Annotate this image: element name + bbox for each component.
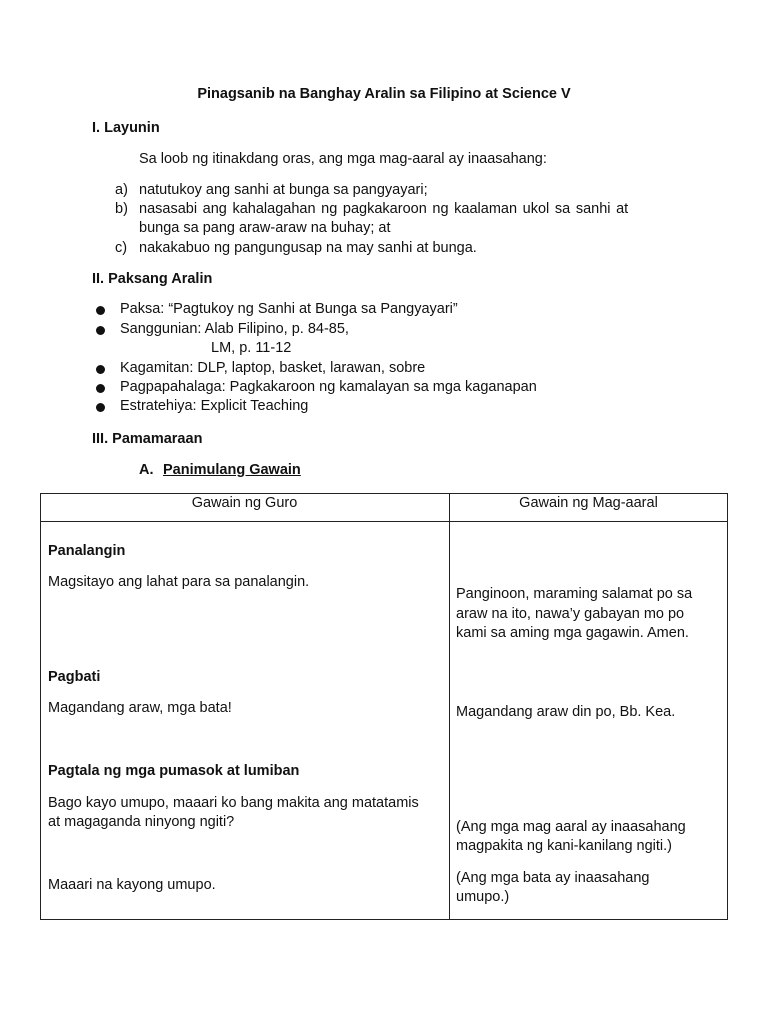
- ngiti-response-line-1: (Ang mga mag aaral ay inaasahang: [456, 819, 686, 835]
- sanggunian-continuation: LM, p. 11-12: [211, 340, 292, 356]
- layunin-intro: Sa loob ng itinakdang oras, ang mga mag-aaral ay inaasahang:: [139, 151, 547, 167]
- layunin-item-c-text: nakakabuo ng pangungusap na may sanhi at bunga.: [139, 240, 477, 256]
- bullet-sanggunian: Sanggunian: Alab Filipino, p. 84-85,: [120, 321, 349, 337]
- column-header-guro: Gawain ng Guro: [191, 495, 298, 511]
- layunin-item-c-letter: c): [115, 240, 128, 256]
- mag-aaral-cell: [450, 522, 728, 920]
- document-title: Pinagsanib na Banghay Aralin sa Filipino at Science V: [197, 86, 571, 102]
- panalangin-heading: Panalangin: [48, 543, 126, 559]
- ngiti-response-line-2: magpakita ng kani-kanilang ngiti.): [456, 838, 673, 854]
- layunin-item-b-letter: b): [115, 201, 128, 217]
- column-header-mag-aaral: Gawain ng Mag-aaral: [519, 495, 658, 511]
- pagbati-heading: Pagbati: [48, 669, 101, 685]
- pagtala-heading: Pagtala ng mga pumasok at lumiban: [48, 763, 300, 779]
- layunin-heading: I. Layunin: [92, 120, 160, 136]
- panalangin-response-line-3: kami sa aming mga gagawin. Amen.: [456, 625, 689, 641]
- layunin-item-b-text: nasasabi ang kahalagahan ng pagkakaroon ng kaalaman ukol sa sanhi at: [139, 201, 629, 217]
- umupo-instruction: Maaari na kayong umupo.: [48, 877, 216, 893]
- bullet-kagamitan: Kagamitan: DLP, laptop, basket, larawan, sobre: [120, 360, 426, 376]
- paksang-aralin-heading: II. Paksang Aralin: [92, 271, 213, 287]
- bullet-estratehiya: Estratehiya: Explicit Teaching: [120, 398, 309, 414]
- pagbati-greeting: Magandang araw, mga bata!: [48, 700, 232, 716]
- bullet-icon: [96, 384, 105, 393]
- panalangin-instruction: Magsitayo ang lahat para sa panalangin.: [48, 574, 310, 590]
- layunin-item-a-letter: a): [115, 182, 128, 198]
- pagtala-question-line-1: Bago kayo umupo, maaari ko bang makita ang matatamis: [48, 795, 419, 811]
- bullet-icon: [96, 306, 105, 315]
- bullet-icon: [96, 365, 105, 374]
- subheading-letter: A.: [139, 462, 154, 478]
- panimulang-gawain-heading: Panimulang Gawain: [163, 462, 301, 478]
- bullet-icon: [96, 403, 105, 412]
- layunin-item-a-text: natutukoy ang sanhi at bunga sa pangyayari;: [139, 182, 428, 198]
- pagbati-response: Magandang araw din po, Bb. Kea.: [456, 704, 676, 720]
- panalangin-response-line-1: Panginoon, maraming salamat po sa: [456, 586, 693, 602]
- umupo-response-line-1: (Ang mga bata ay inaasahang: [456, 870, 650, 886]
- umupo-response-line-2: umupo.): [456, 889, 510, 905]
- bullet-paksa: Paksa: “Pagtukoy ng Sanhi at Bunga sa Pangyayari”: [120, 301, 458, 317]
- pagtala-question-line-2: at magaganda ninyong ngiti?: [48, 814, 235, 830]
- bullet-pagpapahalaga: Pagpapahalaga: Pagkakaroon ng kamalayan sa mga kaganapan: [120, 379, 537, 395]
- layunin-item-b-text-cont: bunga sa pang araw-araw na buhay; at: [139, 220, 391, 236]
- panalangin-response-line-2: araw na ito, nawa’y gabayan mo po: [456, 606, 685, 622]
- bullet-icon: [96, 326, 105, 335]
- pamamaraan-heading: III. Pamamaraan: [92, 431, 203, 447]
